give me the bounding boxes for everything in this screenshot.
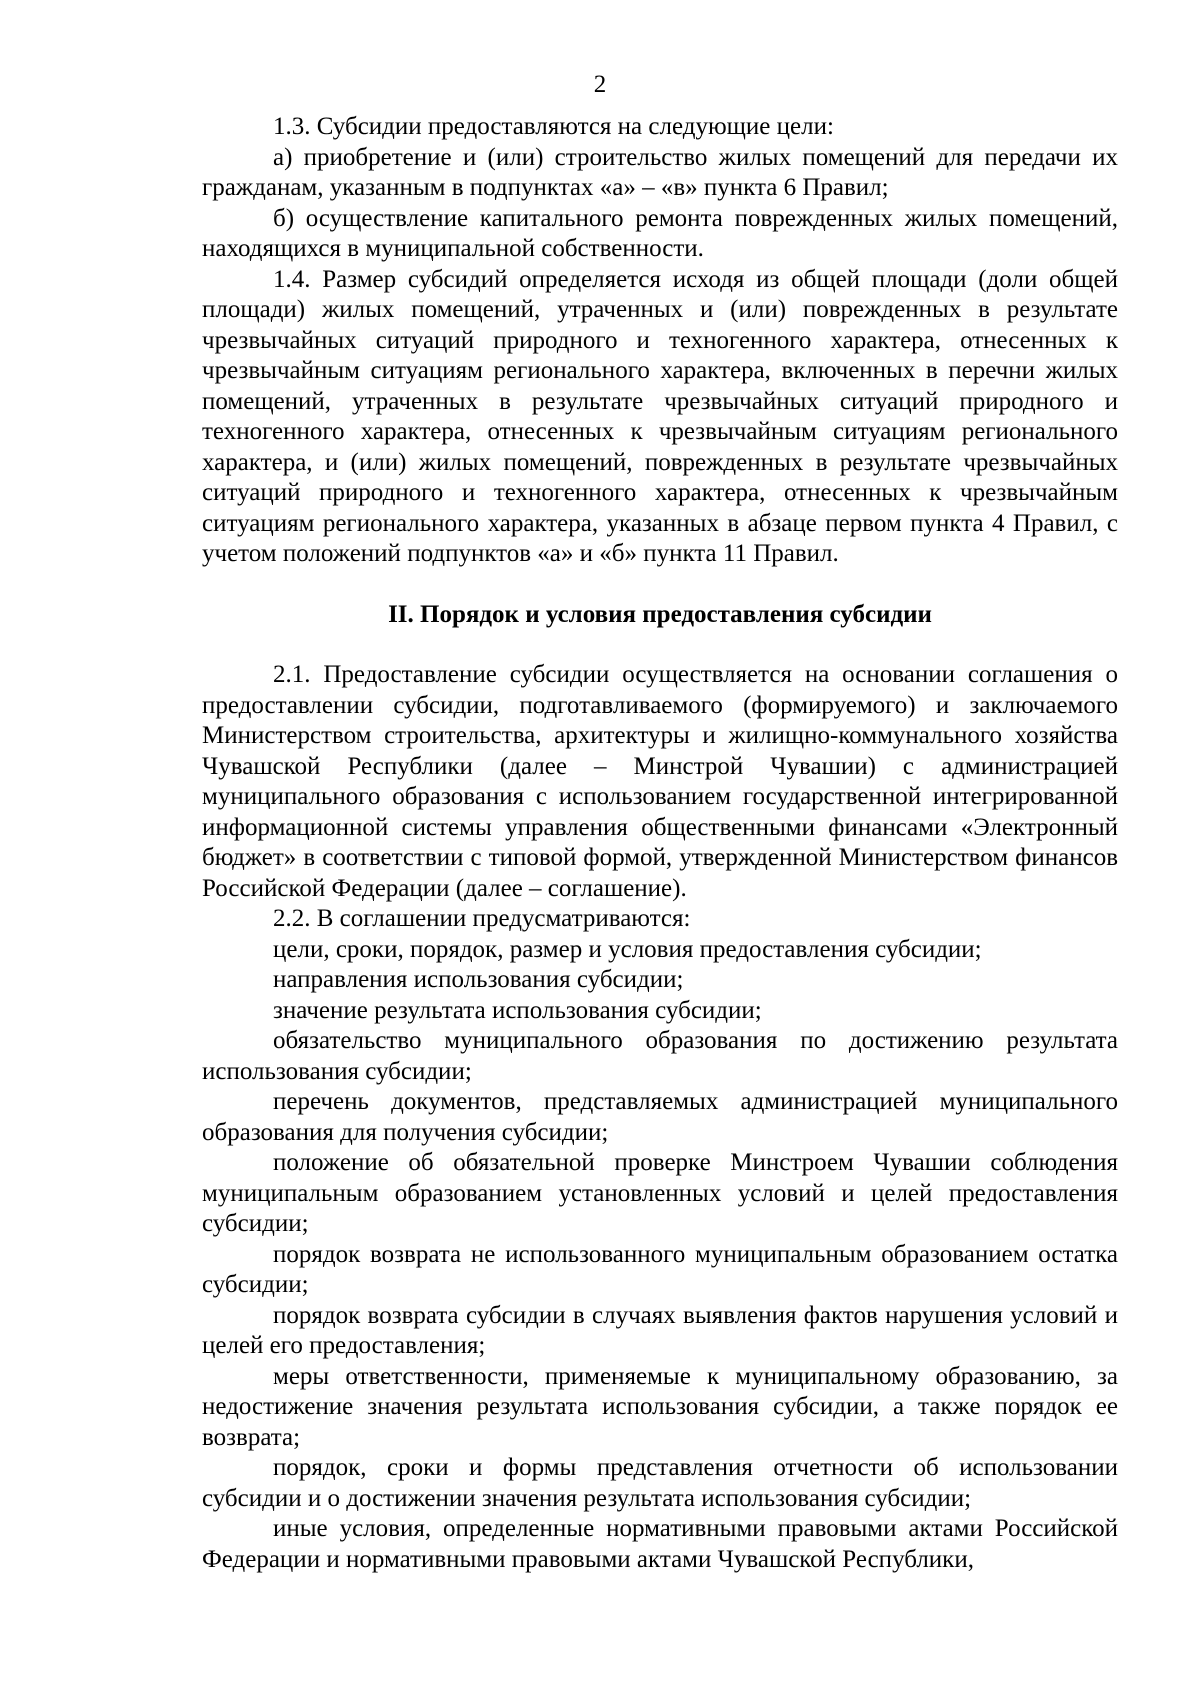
page-number: 2: [593, 71, 607, 98]
list-item: порядок, сроки и формы представления отчетности об использовании субсидии и о достижении значения результата использования субсидии;: [202, 1454, 1118, 1512]
list-item: обязательство муниципального образования по достижению результата использования субсидии;: [202, 1027, 1118, 1085]
list-item: значение результата использования субсидии;: [273, 996, 762, 1024]
list-item: меры ответственности, применяемые к муниципальному образованию, за недостижение значения результата использования субсидии, а также порядок ее возврата;: [202, 1362, 1118, 1451]
list-item: порядок возврата субсидии в случаях выявления фактов нарушения условий и целей его предоставления;: [202, 1301, 1118, 1359]
paragraph-1-3-b: б) осуществление капитального ремонта поврежденных жилых помещений, находящихся в муниципальной собственности.: [202, 204, 1118, 262]
document-body: [202, 112, 1118, 1575]
list-item: иные условия, определенные нормативными правовыми актами Российской Федерации и нормативными правовыми актами Чувашской Республики,: [202, 1515, 1118, 1573]
list-item: положение об обязательной проверке Минстроем Чувашии соблюдения муниципальным образованием установленных условий и целей предоставления субсидии;: [202, 1149, 1118, 1237]
list-item: цели, сроки, порядок, размер и условия предоставления субсидии;: [273, 935, 982, 963]
paragraph-1-3: 1.3. Субсидии предоставляются на следующие цели:: [273, 113, 834, 140]
list-item: направления использования субсидии;: [273, 966, 684, 993]
paragraph-2-2: 2.2. В соглашении предусматриваются:: [273, 905, 691, 932]
paragraph-2-1: 2.1. Предоставление субсидии осуществляется на основании соглашения о предоставлении субсидии, подготавливаемого (формируемого) и заключаемого Министерством строительства, архитектуры и жилищно-коммунального хозяйства Чувашской Республики (далее – Минстрой Чувашии) с администрацией муниципального образования с использованием государственной интегрированной информационной системы управления общественными финансами «Электронный бюджет» в соответствии с типовой формой, утвержденной Министерством финансов Российской Федерации (далее – соглашение).: [202, 661, 1118, 902]
paragraph-1-3-a: а) приобретение и (или) строительство жилых помещений для передачи их гражданам, указанным в подпунктах «а» – «в» пункта 6 Правил;: [202, 143, 1118, 201]
paragraph-1-4: 1.4. Размер субсидий определяется исходя из общей площади (доли общей площади) жилых помещений, утраченных и (или) поврежденных в результате чрезвычайных ситуаций природного и техногенного характера, отнесенных к чрезвычайным ситуациям регионального характера, включенных в перечни жилых помещений, утраченных в результате чрезвычайных ситуаций природного и техногенного характера, отнесенных к чрезвычайным ситуациям регионального характера, и (или) жилых помещений, поврежденных в результате чрезвычайных ситуаций природного и техногенного характера, отнесенных к чрезвычайным ситуациям регионального характера, указанных в абзаце первом пункта 4 Правил, с учетом положений подпунктов «а» и «б» пункта 11 Правил.: [202, 265, 1118, 567]
section-heading: II. Порядок и условия предоставления субсидии: [388, 600, 932, 628]
list-item: перечень документов, представляемых администрацией муниципального образования для получения субсидии;: [202, 1088, 1118, 1146]
list-item: порядок возврата не использованного муниципальным образованием остатка субсидии;: [202, 1240, 1118, 1298]
